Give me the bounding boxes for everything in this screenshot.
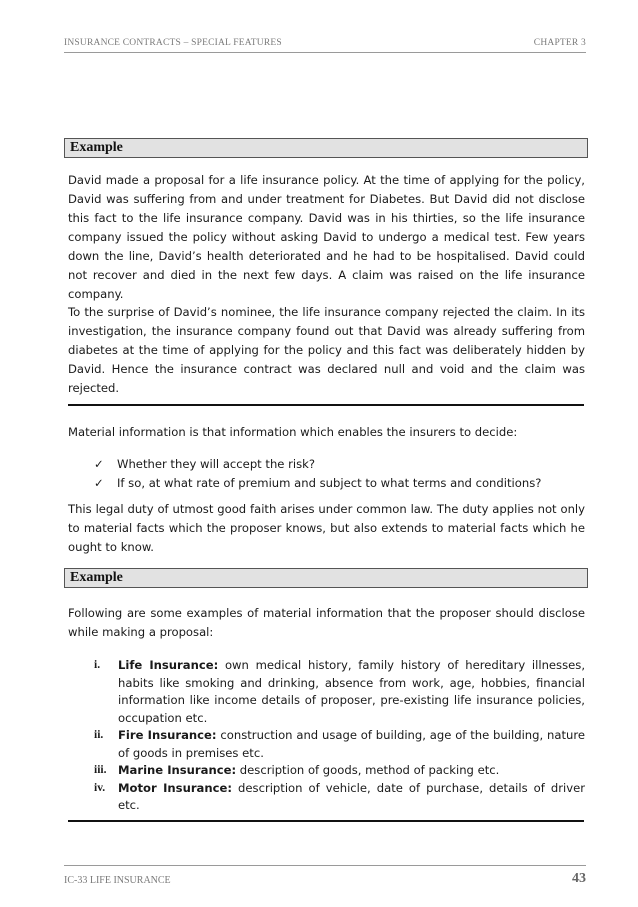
check-item-text: If so, at what rate of premium and subject to what terms and conditions? (117, 475, 542, 490)
list-item-text: description of goods, method of packing etc. (239, 763, 500, 777)
list-item-label: Life Insurance: (118, 658, 219, 672)
section-divider-2 (68, 820, 584, 822)
footer-course: IC-33 LIFE INSURANCE (64, 875, 171, 886)
material-paragraph: This legal duty of utmost good faith arises under common law. The duty applies not only to material facts which the proposer knows, but also extends to material facts which he ought to know. (68, 502, 585, 554)
list-item-label: Fire Insurance: (118, 728, 217, 742)
page-number: 43 (572, 871, 586, 886)
page-header (64, 38, 586, 52)
list-item-number: iv. (94, 781, 106, 794)
check-mark-icon: ✓ (94, 457, 104, 471)
example-2-intro: Following are some examples of material information that the proposer should disclose while making a proposal: (68, 606, 585, 639)
check-item-text: Whether they will accept the risk? (117, 457, 316, 471)
header-rule (64, 52, 586, 53)
list-item-text: own medical history, family history of hereditary illnesses, habits like smoking and drinking, absence from work, age, hobbies, financial information like income details of proposer, pre-existing life insurance policies, occupation etc. (118, 658, 585, 725)
material-intro: Material information is that information which enables the insurers to decide: (68, 425, 518, 439)
material-check-list (94, 455, 588, 492)
examples-list (94, 657, 585, 815)
list-item-label: Motor Insurance: (118, 780, 232, 795)
example-1-paragraph-1: David made a proposal for a life insurance policy. At the time of applying for the policy, David was suffering from and under treatment for Diabetes. But David did not disclose this fact to the life insurance company. David was in his thirties, so the life insurance company issued the policy without asking David to undergo a medical test. Few years down the line, David’s health deteriorated and he had to be hospitalised. David could not recover and died in the next few days. A claim was raised on the life insurance company. (68, 173, 585, 301)
list-item-number: ii. (94, 729, 104, 741)
section-divider-1 (68, 404, 584, 406)
example-1-paragraph-2: To the surprise of David’s nominee, the life insurance company rejected the claim. In its investigation, the insurance company found out that David was already suffering from diabetes at the time of applying for the policy and this fact was deliberately hidden by David. Hence the insurance contract was declared null and void and the claim was rejected. (68, 305, 585, 395)
header-left: INSURANCE CONTRACTS – SPECIAL FEATURES (64, 38, 282, 48)
list-item-text: description of vehicle, date of purchase, details of driver etc. (118, 780, 585, 812)
check-item (94, 474, 588, 493)
list-item (94, 727, 585, 762)
example-heading-2: Example (64, 568, 588, 588)
check-mark-icon: ✓ (94, 475, 104, 490)
list-item (94, 762, 585, 780)
footer-rule (64, 865, 586, 866)
list-item-number: iii. (94, 764, 107, 776)
header-chapter: CHAPTER 3 (533, 38, 586, 48)
example-heading-1: Example (64, 138, 588, 158)
list-item-number: i. (94, 659, 101, 671)
check-item (94, 455, 588, 474)
list-item-label: Marine Insurance: (118, 763, 237, 777)
page-footer (64, 871, 586, 887)
list-item (94, 657, 585, 727)
list-item (94, 780, 585, 815)
list-item-text: construction and usage of building, age of the building, nature of goods in premises etc. (118, 728, 586, 760)
